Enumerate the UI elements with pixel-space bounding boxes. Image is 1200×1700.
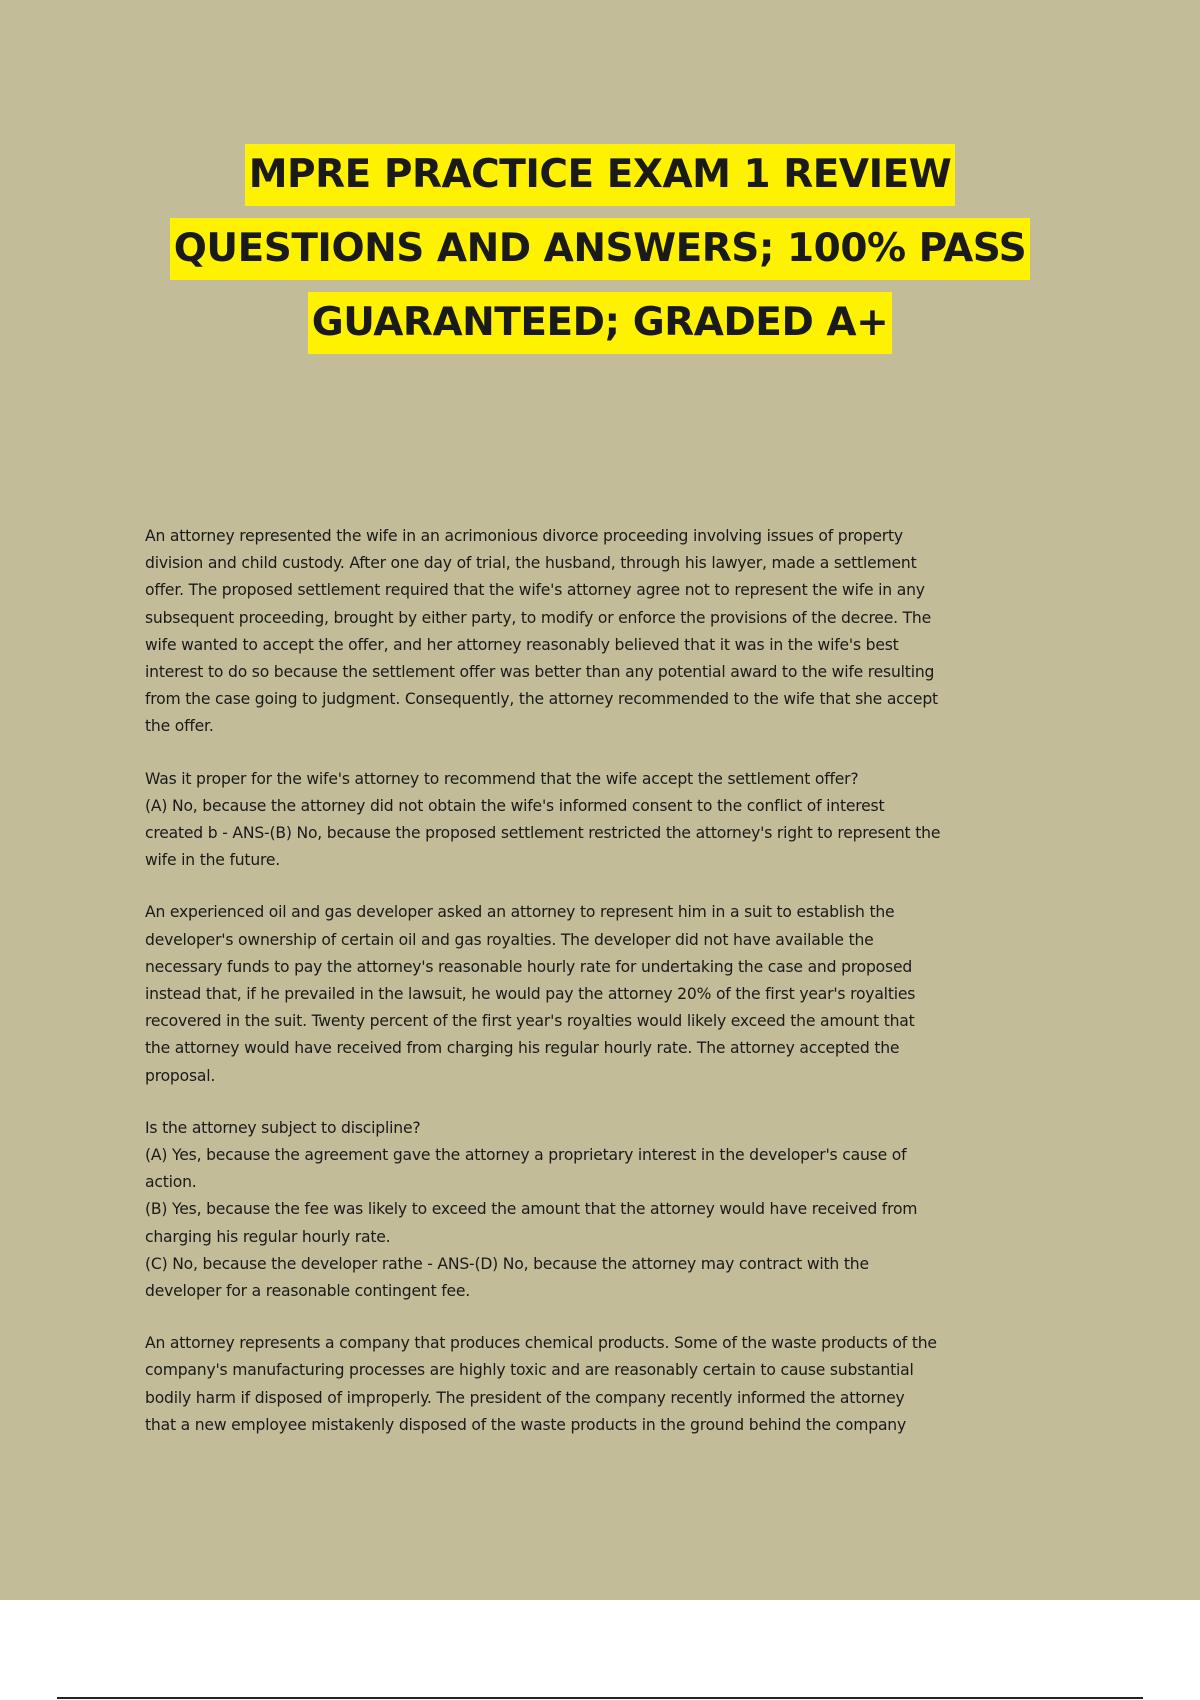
text-line: interest to do so because the settlement offer was better than any potential award to the wife resulting [145, 663, 935, 682]
text-line: from the case going to judgment. Consequently, the attorney recommended to the wife that she accept [145, 690, 938, 709]
text-line: the offer. [145, 717, 214, 736]
text-line: developer for a reasonable contingent fee. [145, 1282, 471, 1301]
title-line-3: GUARANTEED; GRADED A+ [308, 292, 893, 354]
text-line: division and child custody. After one day of trial, the husband, through his lawyer, made a settlement [145, 554, 917, 573]
text-line: created b - ANS-(B) No, because the proposed settlement restricted the attorney's right to represent the [145, 824, 941, 843]
text-line: An experienced oil and gas developer asked an attorney to represent him in a suit to establish the [145, 903, 895, 922]
text-line: wife wanted to accept the offer, and her attorney reasonably believed that it was in the wife's best [145, 635, 899, 654]
text-line: that a new employee mistakenly disposed of the waste products in the ground behind the company [145, 1415, 907, 1434]
paragraph-question-1-answer [145, 766, 1085, 875]
text-line: action. [145, 1173, 197, 1192]
footer-divider [57, 1697, 1143, 1699]
text-line: offer. The proposed settlement required that the wife's attorney agree not to represent the wife in any [145, 581, 925, 600]
text-line: Is the attorney subject to discipline? [145, 1118, 421, 1137]
text-line: Was it proper for the wife's attorney to recommend that the wife accept the settlement offer? [145, 769, 859, 788]
text-line: (B) Yes, because the fee was likely to exceed the amount that the attorney would have received from [145, 1200, 918, 1219]
text-line: (A) Yes, because the agreement gave the attorney a proprietary interest in the developer's cause of [145, 1146, 907, 1165]
title-line-2: QUESTIONS AND ANSWERS; 100% PASS [170, 218, 1030, 280]
text-line: (C) No, because the developer rathe - ANS-(D) No, because the attorney may contract with the [145, 1254, 869, 1273]
text-line: instead that, if he prevailed in the lawsuit, he would pay the attorney 20% of the first year's royalties [145, 985, 916, 1004]
title-line-1: MPRE PRACTICE EXAM 1 REVIEW [245, 144, 956, 206]
text-line: necessary funds to pay the attorney's reasonable hourly rate for undertaking the case and proposed [145, 957, 913, 976]
text-line: the attorney would have received from charging his regular hourly rate. The attorney accepted the [145, 1039, 900, 1058]
document-body [145, 523, 1085, 1464]
text-line: An attorney represents a company that produces chemical products. Some of the waste products of the [145, 1334, 937, 1353]
document-title [0, 138, 1200, 360]
text-line: An attorney represented the wife in an acrimonious divorce proceeding involving issues of property [145, 527, 903, 545]
text-line: bodily harm if disposed of improperly. The president of the company recently informed the attorney [145, 1388, 905, 1407]
text-line: charging his regular hourly rate. [145, 1227, 391, 1246]
paragraph-question-2-answer [145, 1115, 1085, 1305]
text-line: proposal. [145, 1066, 216, 1085]
text-line: subsequent proceeding, brought by either party, to modify or enforce the provisions of the decree. The [145, 608, 932, 627]
paragraph-question-2-scenario [145, 899, 1085, 1089]
text-line: company's manufacturing processes are highly toxic and are reasonably certain to cause substantial [145, 1361, 914, 1380]
text-line: developer's ownership of certain oil and gas royalties. The developer did not have available the [145, 930, 874, 949]
text-line: wife in the future. [145, 851, 281, 870]
text-line: (A) No, because the attorney did not obtain the wife's informed consent to the conflict of interest [145, 796, 885, 815]
text-line: recovered in the suit. Twenty percent of the first year's royalties would likely exceed the amount that [145, 1012, 915, 1031]
paragraph-question-1-scenario [145, 523, 1085, 741]
paragraph-question-3-scenario [145, 1330, 1085, 1439]
